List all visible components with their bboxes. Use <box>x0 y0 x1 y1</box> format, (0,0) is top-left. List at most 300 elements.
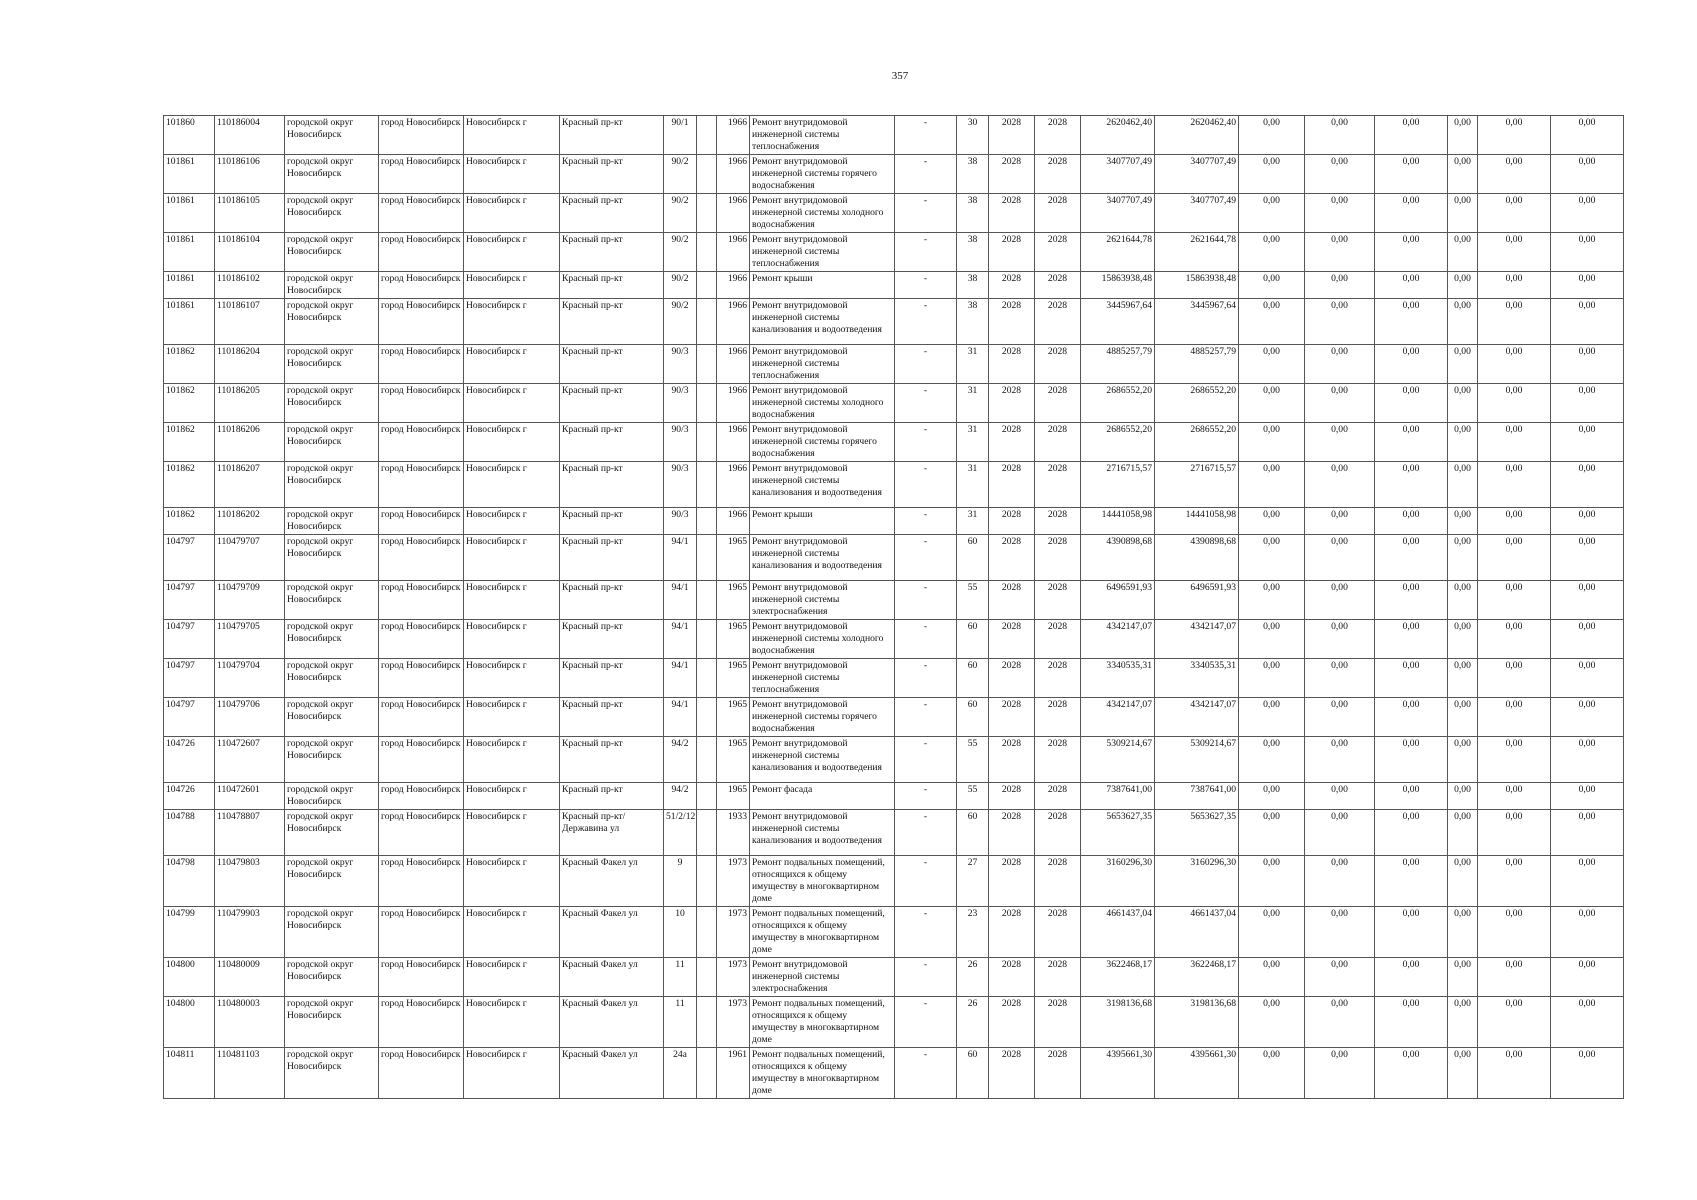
cell-locality: Новосибирск г <box>464 659 560 698</box>
cell-build-year: 1966 <box>717 194 750 233</box>
cell-share-5: 0,00 <box>1478 384 1551 423</box>
cell-fund-cost: 4390898,68 <box>1155 535 1239 581</box>
cell-build-year: 1965 <box>717 620 750 659</box>
cell-share-1: 0,00 <box>1239 698 1305 737</box>
cell-settlement: город Новосибирск <box>379 907 464 958</box>
cell-cost-share: 38 <box>957 194 989 233</box>
cell-share-3: 0,00 <box>1375 581 1448 620</box>
cell-work-type: Ремонт подвальных помещений, относящихся к общему имуществу в многоквартирном доме <box>750 997 895 1048</box>
cell-fund-cost: 2686552,20 <box>1155 384 1239 423</box>
cell-share-6: 0,00 <box>1551 423 1624 462</box>
cell-total-cost: 3407707,49 <box>1081 194 1155 233</box>
cell-total-cost: 4395661,30 <box>1081 1048 1155 1099</box>
cell-municipal-district: городской округ Новосибирск <box>285 194 379 233</box>
cell-total-cost: 3407707,49 <box>1081 155 1155 194</box>
cell-dash: - <box>895 659 957 698</box>
cell-house-id: 101862 <box>164 462 215 508</box>
cell-work-type: Ремонт внутридомовой инженерной системы электроснабжения <box>750 958 895 997</box>
cell-share-5: 0,00 <box>1478 233 1551 272</box>
cell-share-2: 0,00 <box>1305 535 1375 581</box>
cell-work-id: 110186004 <box>215 116 285 155</box>
cell-share-2: 0,00 <box>1305 810 1375 856</box>
cell-municipal-district: городской округ Новосибирск <box>285 233 379 272</box>
cell-fund-cost: 3198136,68 <box>1155 997 1239 1048</box>
cell-share-2: 0,00 <box>1305 783 1375 810</box>
cell-work-type: Ремонт подвальных помещений, относящихся к общему имуществу в многоквартирном доме <box>750 907 895 958</box>
cell-share-6: 0,00 <box>1551 116 1624 155</box>
cell-house-number: 94/1 <box>664 581 697 620</box>
cell-cost-share: 31 <box>957 345 989 384</box>
cell-work-type: Ремонт внутридомовой инженерной системы канализования и водоотведения <box>750 462 895 508</box>
cell-share-3: 0,00 <box>1375 345 1448 384</box>
cell-plan-year-start: 2028 <box>989 907 1035 958</box>
cell-build-year: 1973 <box>717 856 750 907</box>
cell-dash: - <box>895 194 957 233</box>
cell-plan-year-end: 2028 <box>1035 423 1081 462</box>
cell-dash: - <box>895 620 957 659</box>
cell-house-number: 51/2/12 <box>664 810 697 856</box>
cell-locality: Новосибирск г <box>464 423 560 462</box>
cell-plan-year-end: 2028 <box>1035 194 1081 233</box>
cell-house-number: 11 <box>664 997 697 1048</box>
cell-cost-share: 38 <box>957 233 989 272</box>
cell-share-2: 0,00 <box>1305 997 1375 1048</box>
cell-share-6: 0,00 <box>1551 508 1624 535</box>
cell-house-id: 101862 <box>164 384 215 423</box>
cell-cost-share: 31 <box>957 508 989 535</box>
cell-work-type: Ремонт крыши <box>750 508 895 535</box>
cell-share-4: 0,00 <box>1448 783 1478 810</box>
cell-work-id: 110479706 <box>215 698 285 737</box>
cell-fund-cost: 3160296,30 <box>1155 856 1239 907</box>
cell-municipal-district: городской округ Новосибирск <box>285 958 379 997</box>
cell-plan-year-start: 2028 <box>989 233 1035 272</box>
cell-total-cost: 4342147,07 <box>1081 620 1155 659</box>
cell-share-3: 0,00 <box>1375 958 1448 997</box>
cell-share-1: 0,00 <box>1239 423 1305 462</box>
cell-dash: - <box>895 581 957 620</box>
cell-work-type: Ремонт подвальных помещений, относящихся к общему имуществу в многоквартирном доме <box>750 856 895 907</box>
cell-plan-year-start: 2028 <box>989 345 1035 384</box>
cell-municipal-district: городской округ Новосибирск <box>285 659 379 698</box>
cell-house-number: 94/1 <box>664 698 697 737</box>
cell-share-5: 0,00 <box>1478 997 1551 1048</box>
cell-share-3: 0,00 <box>1375 659 1448 698</box>
cell-share-2: 0,00 <box>1305 384 1375 423</box>
cell-share-4: 0,00 <box>1448 194 1478 233</box>
cell-house-id: 101860 <box>164 116 215 155</box>
cell-share-1: 0,00 <box>1239 856 1305 907</box>
cell-work-id: 110186107 <box>215 299 285 345</box>
cell-share-5: 0,00 <box>1478 155 1551 194</box>
cell-share-3: 0,00 <box>1375 462 1448 508</box>
cell-share-1: 0,00 <box>1239 233 1305 272</box>
cell-work-id: 110186206 <box>215 423 285 462</box>
cell-share-5: 0,00 <box>1478 659 1551 698</box>
cell-locality: Новосибирск г <box>464 194 560 233</box>
cell-cost-share: 38 <box>957 155 989 194</box>
table-row <box>164 958 1624 997</box>
cell-dash: - <box>895 384 957 423</box>
cell-share-2: 0,00 <box>1305 659 1375 698</box>
cell-settlement: город Новосибирск <box>379 698 464 737</box>
cell-street: Красный пр-кт <box>560 155 664 194</box>
cell-plan-year-start: 2028 <box>989 194 1035 233</box>
cell-fund-cost: 3340535,31 <box>1155 659 1239 698</box>
cell-settlement: город Новосибирск <box>379 856 464 907</box>
cell-plan-year-start: 2028 <box>989 620 1035 659</box>
cell-share-4: 0,00 <box>1448 345 1478 384</box>
cell-house-letter <box>697 698 717 737</box>
cell-house-letter <box>697 535 717 581</box>
cell-cost-share: 55 <box>957 737 989 783</box>
cell-share-6: 0,00 <box>1551 783 1624 810</box>
cell-fund-cost: 2716715,57 <box>1155 462 1239 508</box>
cell-share-4: 0,00 <box>1448 581 1478 620</box>
cell-cost-share: 55 <box>957 581 989 620</box>
cell-share-1: 0,00 <box>1239 384 1305 423</box>
cell-work-id: 110186202 <box>215 508 285 535</box>
cell-house-number: 11 <box>664 958 697 997</box>
cell-work-id: 110480009 <box>215 958 285 997</box>
cell-fund-cost: 5309214,67 <box>1155 737 1239 783</box>
cell-share-3: 0,00 <box>1375 116 1448 155</box>
cell-settlement: город Новосибирск <box>379 194 464 233</box>
cell-settlement: город Новосибирск <box>379 737 464 783</box>
cell-build-year: 1961 <box>717 1048 750 1099</box>
cell-locality: Новосибирск г <box>464 810 560 856</box>
cell-house-letter <box>697 737 717 783</box>
cell-settlement: город Новосибирск <box>379 462 464 508</box>
cell-plan-year-end: 2028 <box>1035 508 1081 535</box>
cell-share-6: 0,00 <box>1551 581 1624 620</box>
cell-share-6: 0,00 <box>1551 462 1624 508</box>
cell-settlement: город Новосибирск <box>379 508 464 535</box>
cell-municipal-district: городской округ Новосибирск <box>285 907 379 958</box>
cell-house-id: 104797 <box>164 698 215 737</box>
cell-house-id: 104800 <box>164 997 215 1048</box>
cell-settlement: город Новосибирск <box>379 810 464 856</box>
table-row <box>164 581 1624 620</box>
cell-cost-share: 60 <box>957 620 989 659</box>
cell-total-cost: 7387641,00 <box>1081 783 1155 810</box>
cell-house-letter <box>697 856 717 907</box>
cell-locality: Новосибирск г <box>464 856 560 907</box>
cell-municipal-district: городской округ Новосибирск <box>285 737 379 783</box>
cell-house-number: 24а <box>664 1048 697 1099</box>
cell-municipal-district: городской округ Новосибирск <box>285 810 379 856</box>
cell-work-type: Ремонт внутридомовой инженерной системы теплоснабжения <box>750 233 895 272</box>
cell-share-1: 0,00 <box>1239 620 1305 659</box>
cell-build-year: 1966 <box>717 272 750 299</box>
cell-house-letter <box>697 272 717 299</box>
cell-municipal-district: городской округ Новосибирск <box>285 535 379 581</box>
cell-municipal-district: городской округ Новосибирск <box>285 1048 379 1099</box>
cell-municipal-district: городской округ Новосибирск <box>285 299 379 345</box>
cell-share-5: 0,00 <box>1478 462 1551 508</box>
cell-plan-year-end: 2028 <box>1035 659 1081 698</box>
cell-work-type: Ремонт внутридомовой инженерной системы холодного водоснабжения <box>750 194 895 233</box>
table-row <box>164 1048 1624 1099</box>
cell-work-type: Ремонт внутридомовой инженерной системы горячего водоснабжения <box>750 423 895 462</box>
cell-dash: - <box>895 155 957 194</box>
cell-locality: Новосибирск г <box>464 698 560 737</box>
cell-settlement: город Новосибирск <box>379 155 464 194</box>
cell-share-1: 0,00 <box>1239 345 1305 384</box>
cell-fund-cost: 4342147,07 <box>1155 698 1239 737</box>
cell-cost-share: 38 <box>957 272 989 299</box>
cell-share-6: 0,00 <box>1551 698 1624 737</box>
cell-cost-share: 31 <box>957 423 989 462</box>
cell-share-5: 0,00 <box>1478 299 1551 345</box>
cell-street: Красный пр-кт <box>560 581 664 620</box>
cell-share-3: 0,00 <box>1375 508 1448 535</box>
cell-fund-cost: 2686552,20 <box>1155 423 1239 462</box>
table-row <box>164 783 1624 810</box>
cell-build-year: 1965 <box>717 737 750 783</box>
cell-plan-year-start: 2028 <box>989 810 1035 856</box>
cell-build-year: 1966 <box>717 345 750 384</box>
cell-share-3: 0,00 <box>1375 620 1448 659</box>
cell-settlement: город Новосибирск <box>379 958 464 997</box>
cell-plan-year-end: 2028 <box>1035 581 1081 620</box>
cell-plan-year-end: 2028 <box>1035 116 1081 155</box>
cell-plan-year-end: 2028 <box>1035 856 1081 907</box>
cell-share-2: 0,00 <box>1305 272 1375 299</box>
table-row <box>164 535 1624 581</box>
cell-street: Красный Факел ул <box>560 1048 664 1099</box>
cell-house-id: 104797 <box>164 659 215 698</box>
cell-share-1: 0,00 <box>1239 958 1305 997</box>
cell-share-6: 0,00 <box>1551 907 1624 958</box>
cell-street: Красный пр-кт <box>560 620 664 659</box>
cell-house-letter <box>697 116 717 155</box>
cell-settlement: город Новосибирск <box>379 116 464 155</box>
cell-locality: Новосибирск г <box>464 384 560 423</box>
cell-build-year: 1965 <box>717 535 750 581</box>
cell-work-type: Ремонт внутридомовой инженерной системы теплоснабжения <box>750 345 895 384</box>
cell-plan-year-end: 2028 <box>1035 345 1081 384</box>
table-row <box>164 698 1624 737</box>
cell-settlement: город Новосибирск <box>379 783 464 810</box>
cell-municipal-district: городской округ Новосибирск <box>285 508 379 535</box>
cell-share-5: 0,00 <box>1478 194 1551 233</box>
cell-share-1: 0,00 <box>1239 907 1305 958</box>
cell-street: Красный пр-кт <box>560 535 664 581</box>
cell-cost-share: 55 <box>957 783 989 810</box>
cell-house-id: 104797 <box>164 581 215 620</box>
cell-plan-year-end: 2028 <box>1035 810 1081 856</box>
cell-house-id: 104726 <box>164 737 215 783</box>
cell-share-6: 0,00 <box>1551 345 1624 384</box>
cell-share-4: 0,00 <box>1448 299 1478 345</box>
cell-street: Красный Факел ул <box>560 907 664 958</box>
cell-dash: - <box>895 462 957 508</box>
cell-house-id: 101862 <box>164 345 215 384</box>
cell-fund-cost: 3445967,64 <box>1155 299 1239 345</box>
cell-locality: Новосибирск г <box>464 783 560 810</box>
cell-locality: Новосибирск г <box>464 620 560 659</box>
cell-municipal-district: городской округ Новосибирск <box>285 783 379 810</box>
cell-build-year: 1933 <box>717 810 750 856</box>
cell-total-cost: 3340535,31 <box>1081 659 1155 698</box>
cell-total-cost: 3198136,68 <box>1081 997 1155 1048</box>
cell-share-5: 0,00 <box>1478 698 1551 737</box>
cell-street: Красный пр-кт <box>560 272 664 299</box>
cell-work-id: 110479803 <box>215 856 285 907</box>
cell-plan-year-end: 2028 <box>1035 783 1081 810</box>
cell-share-4: 0,00 <box>1448 1048 1478 1099</box>
cell-street: Красный пр-кт <box>560 462 664 508</box>
cell-house-number: 94/2 <box>664 783 697 810</box>
cell-total-cost: 2716715,57 <box>1081 462 1155 508</box>
cell-total-cost: 4390898,68 <box>1081 535 1155 581</box>
cell-dash: - <box>895 345 957 384</box>
cell-share-4: 0,00 <box>1448 698 1478 737</box>
cell-total-cost: 4342147,07 <box>1081 698 1155 737</box>
cell-share-1: 0,00 <box>1239 810 1305 856</box>
cell-plan-year-start: 2028 <box>989 299 1035 345</box>
cell-share-3: 0,00 <box>1375 737 1448 783</box>
cell-build-year: 1966 <box>717 116 750 155</box>
cell-locality: Новосибирск г <box>464 345 560 384</box>
cell-share-5: 0,00 <box>1478 345 1551 384</box>
table-row <box>164 508 1624 535</box>
cell-dash: - <box>895 272 957 299</box>
cell-municipal-district: городской округ Новосибирск <box>285 856 379 907</box>
cell-house-number: 90/3 <box>664 508 697 535</box>
cell-house-id: 101862 <box>164 508 215 535</box>
cell-share-4: 0,00 <box>1448 384 1478 423</box>
cell-share-2: 0,00 <box>1305 581 1375 620</box>
cell-plan-year-end: 2028 <box>1035 462 1081 508</box>
cell-build-year: 1966 <box>717 155 750 194</box>
cell-fund-cost: 6496591,93 <box>1155 581 1239 620</box>
cell-share-3: 0,00 <box>1375 698 1448 737</box>
cell-share-6: 0,00 <box>1551 384 1624 423</box>
table-row <box>164 997 1624 1048</box>
cell-municipal-district: городской округ Новосибирск <box>285 155 379 194</box>
cell-house-number: 10 <box>664 907 697 958</box>
cell-share-3: 0,00 <box>1375 272 1448 299</box>
cell-share-6: 0,00 <box>1551 620 1624 659</box>
cell-total-cost: 6496591,93 <box>1081 581 1155 620</box>
cell-share-2: 0,00 <box>1305 958 1375 997</box>
cell-share-2: 0,00 <box>1305 1048 1375 1099</box>
cell-share-1: 0,00 <box>1239 508 1305 535</box>
cell-plan-year-start: 2028 <box>989 698 1035 737</box>
cell-cost-share: 60 <box>957 698 989 737</box>
cell-locality: Новосибирск г <box>464 508 560 535</box>
cell-house-letter <box>697 423 717 462</box>
cell-plan-year-start: 2028 <box>989 997 1035 1048</box>
cell-street: Красный пр-кт <box>560 737 664 783</box>
cell-share-1: 0,00 <box>1239 783 1305 810</box>
cell-share-6: 0,00 <box>1551 856 1624 907</box>
cell-house-id: 104797 <box>164 535 215 581</box>
cell-build-year: 1966 <box>717 384 750 423</box>
cell-street: Красный пр-кт <box>560 299 664 345</box>
table-row <box>164 462 1624 508</box>
cell-share-4: 0,00 <box>1448 958 1478 997</box>
cell-house-letter <box>697 581 717 620</box>
cell-share-5: 0,00 <box>1478 810 1551 856</box>
cell-build-year: 1973 <box>717 958 750 997</box>
cell-work-id: 110472607 <box>215 737 285 783</box>
table-row <box>164 384 1624 423</box>
cell-street: Красный пр-кт <box>560 698 664 737</box>
cell-fund-cost: 4395661,30 <box>1155 1048 1239 1099</box>
cell-cost-share: 60 <box>957 1048 989 1099</box>
cell-build-year: 1973 <box>717 997 750 1048</box>
cell-house-id: 104798 <box>164 856 215 907</box>
cell-house-letter <box>697 299 717 345</box>
cell-work-type: Ремонт подвальных помещений, относящихся к общему имуществу в многоквартирном доме <box>750 1048 895 1099</box>
table-row <box>164 116 1624 155</box>
cell-work-id: 110478807 <box>215 810 285 856</box>
cell-street: Красный Факел ул <box>560 997 664 1048</box>
cell-house-number: 90/2 <box>664 272 697 299</box>
cell-house-number: 90/3 <box>664 345 697 384</box>
cell-locality: Новосибирск г <box>464 958 560 997</box>
cell-share-1: 0,00 <box>1239 535 1305 581</box>
cell-cost-share: 60 <box>957 659 989 698</box>
cell-house-number: 90/2 <box>664 155 697 194</box>
cell-house-number: 94/1 <box>664 620 697 659</box>
cell-locality: Новосибирск г <box>464 737 560 783</box>
cell-share-6: 0,00 <box>1551 155 1624 194</box>
cell-share-5: 0,00 <box>1478 581 1551 620</box>
cell-locality: Новосибирск г <box>464 462 560 508</box>
cell-fund-cost: 2620462,40 <box>1155 116 1239 155</box>
cell-share-3: 0,00 <box>1375 856 1448 907</box>
cell-dash: - <box>895 535 957 581</box>
cell-share-6: 0,00 <box>1551 272 1624 299</box>
cell-share-4: 0,00 <box>1448 508 1478 535</box>
cell-house-id: 104797 <box>164 620 215 659</box>
cell-plan-year-start: 2028 <box>989 856 1035 907</box>
cell-locality: Новосибирск г <box>464 1048 560 1099</box>
cell-build-year: 1965 <box>717 783 750 810</box>
cell-street: Красный пр-кт <box>560 423 664 462</box>
cell-municipal-district: городской округ Новосибирск <box>285 997 379 1048</box>
cell-plan-year-start: 2028 <box>989 272 1035 299</box>
cell-house-number: 90/3 <box>664 462 697 508</box>
cell-house-letter <box>697 997 717 1048</box>
cell-share-3: 0,00 <box>1375 423 1448 462</box>
cell-plan-year-end: 2028 <box>1035 958 1081 997</box>
table-row <box>164 345 1624 384</box>
cell-plan-year-end: 2028 <box>1035 299 1081 345</box>
cell-dash: - <box>895 423 957 462</box>
cell-settlement: город Новосибирск <box>379 233 464 272</box>
cell-settlement: город Новосибирск <box>379 299 464 345</box>
cell-fund-cost: 2621644,78 <box>1155 233 1239 272</box>
cell-work-type: Ремонт внутридомовой инженерной системы канализования и водоотведения <box>750 737 895 783</box>
cell-house-letter <box>697 659 717 698</box>
cell-share-1: 0,00 <box>1239 462 1305 508</box>
cell-total-cost: 4661437,04 <box>1081 907 1155 958</box>
cell-settlement: город Новосибирск <box>379 535 464 581</box>
cell-house-id: 101862 <box>164 423 215 462</box>
cell-fund-cost: 4885257,79 <box>1155 345 1239 384</box>
cell-house-id: 101861 <box>164 299 215 345</box>
cell-share-1: 0,00 <box>1239 997 1305 1048</box>
cell-work-type: Ремонт крыши <box>750 272 895 299</box>
cell-share-2: 0,00 <box>1305 462 1375 508</box>
cell-share-5: 0,00 <box>1478 783 1551 810</box>
cell-house-id: 101861 <box>164 272 215 299</box>
